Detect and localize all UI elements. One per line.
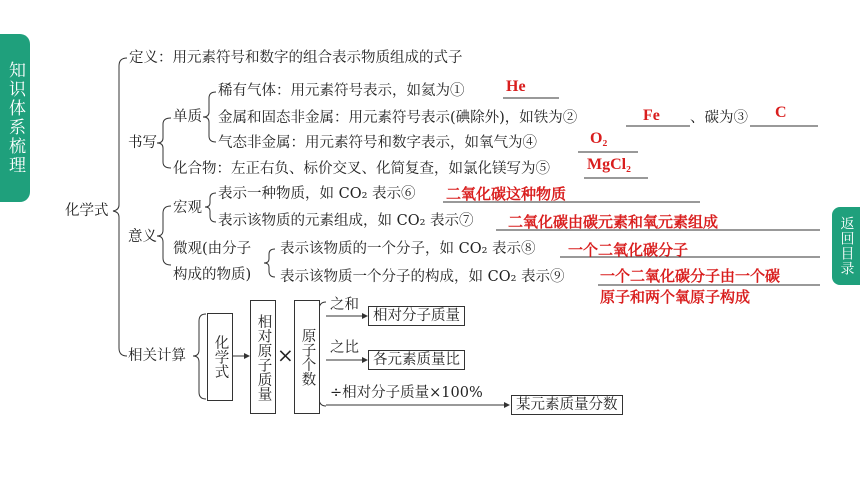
macro-brace [205, 193, 216, 222]
element-mass-ratio-box: 各元素质量比 [368, 350, 465, 370]
answer-1: He [506, 78, 526, 95]
element-brace [203, 92, 216, 142]
noble-gas-text: 稀有气体：用元素符号表示，如氦为① [218, 83, 465, 99]
calc-brace [193, 314, 206, 399]
answer-4: O₂ [590, 130, 608, 147]
root-node: 化学式 [65, 203, 109, 219]
element-label: 单质 [173, 109, 202, 125]
answer-9-line-2: 原子和两个氧原子构成 [600, 288, 751, 306]
atomic-mass-box: 相对原子质量 [250, 300, 276, 414]
answer-8: 一个二氧化碳分子 [568, 241, 689, 259]
writing-brace [157, 118, 171, 168]
micro-label-line-1: 微观(由分子 [173, 241, 252, 257]
carbon-text: 、碳为③ [690, 110, 748, 126]
atom-count-box: 原子个数 [294, 300, 320, 414]
formula-box: 化学式 [207, 313, 233, 401]
macro-label: 宏观 [173, 200, 202, 216]
micro-brace [264, 249, 275, 277]
answer-5: MgCl₂ [587, 156, 631, 173]
division-label: ÷相对分子质量×100% [330, 385, 483, 401]
definition-text: 定义：用元素符号和数字的组合表示物质组成的式子 [129, 50, 463, 66]
ratio-label: 之比 [330, 340, 359, 356]
meaning-label: 意义 [128, 229, 157, 245]
answer-9-line-1: 一个二氧化碳分子由一个碳 [600, 267, 781, 285]
relative-molecular-mass-box: 相对分子质量 [368, 306, 465, 326]
answer-6: 二氧化碳这种物质 [446, 185, 567, 203]
macro-1-text: 表示一种物质，如 CO₂ 表示⑥ [218, 186, 416, 202]
answer-3: C [775, 104, 787, 121]
micro-1-text: 表示该物质的一个分子，如 CO₂ 表示⑧ [280, 241, 536, 257]
answer-2: Fe [643, 107, 660, 124]
side-tab-knowledge-outline[interactable]: 知识体系梳理 [0, 34, 30, 202]
micro-2-text: 表示该物质一个分子的构成，如 CO₂ 表示⑨ [280, 269, 565, 285]
meaning-brace [157, 206, 171, 265]
element-mass-fraction-box: 某元素质量分数 [511, 395, 623, 415]
answer-7: 二氧化碳由碳元素和氧元素组成 [508, 213, 719, 231]
main-brace [113, 58, 127, 356]
return-to-contents-button[interactable]: 返回目录 [832, 207, 860, 285]
macro-2-text: 表示该物质的元素组成，如 CO₂ 表示⑦ [218, 213, 474, 229]
writing-label: 书写 [128, 135, 157, 151]
metal-text: 金属和固态非金属：用元素符号表示(碘除外)，如铁为② [218, 110, 578, 126]
sum-label: 之和 [330, 297, 359, 313]
times-sign: × [277, 343, 294, 367]
calc-label: 相关计算 [128, 348, 186, 364]
gas-nonmetal-text: 气态非金属：用元素符号和数字表示，如氧气为④ [218, 135, 537, 151]
micro-label-line-2: 构成的物质) [173, 267, 252, 283]
compound-text: 化合物：左正右负、标价交叉、化简复查，如氯化镁写为⑤ [173, 161, 550, 177]
